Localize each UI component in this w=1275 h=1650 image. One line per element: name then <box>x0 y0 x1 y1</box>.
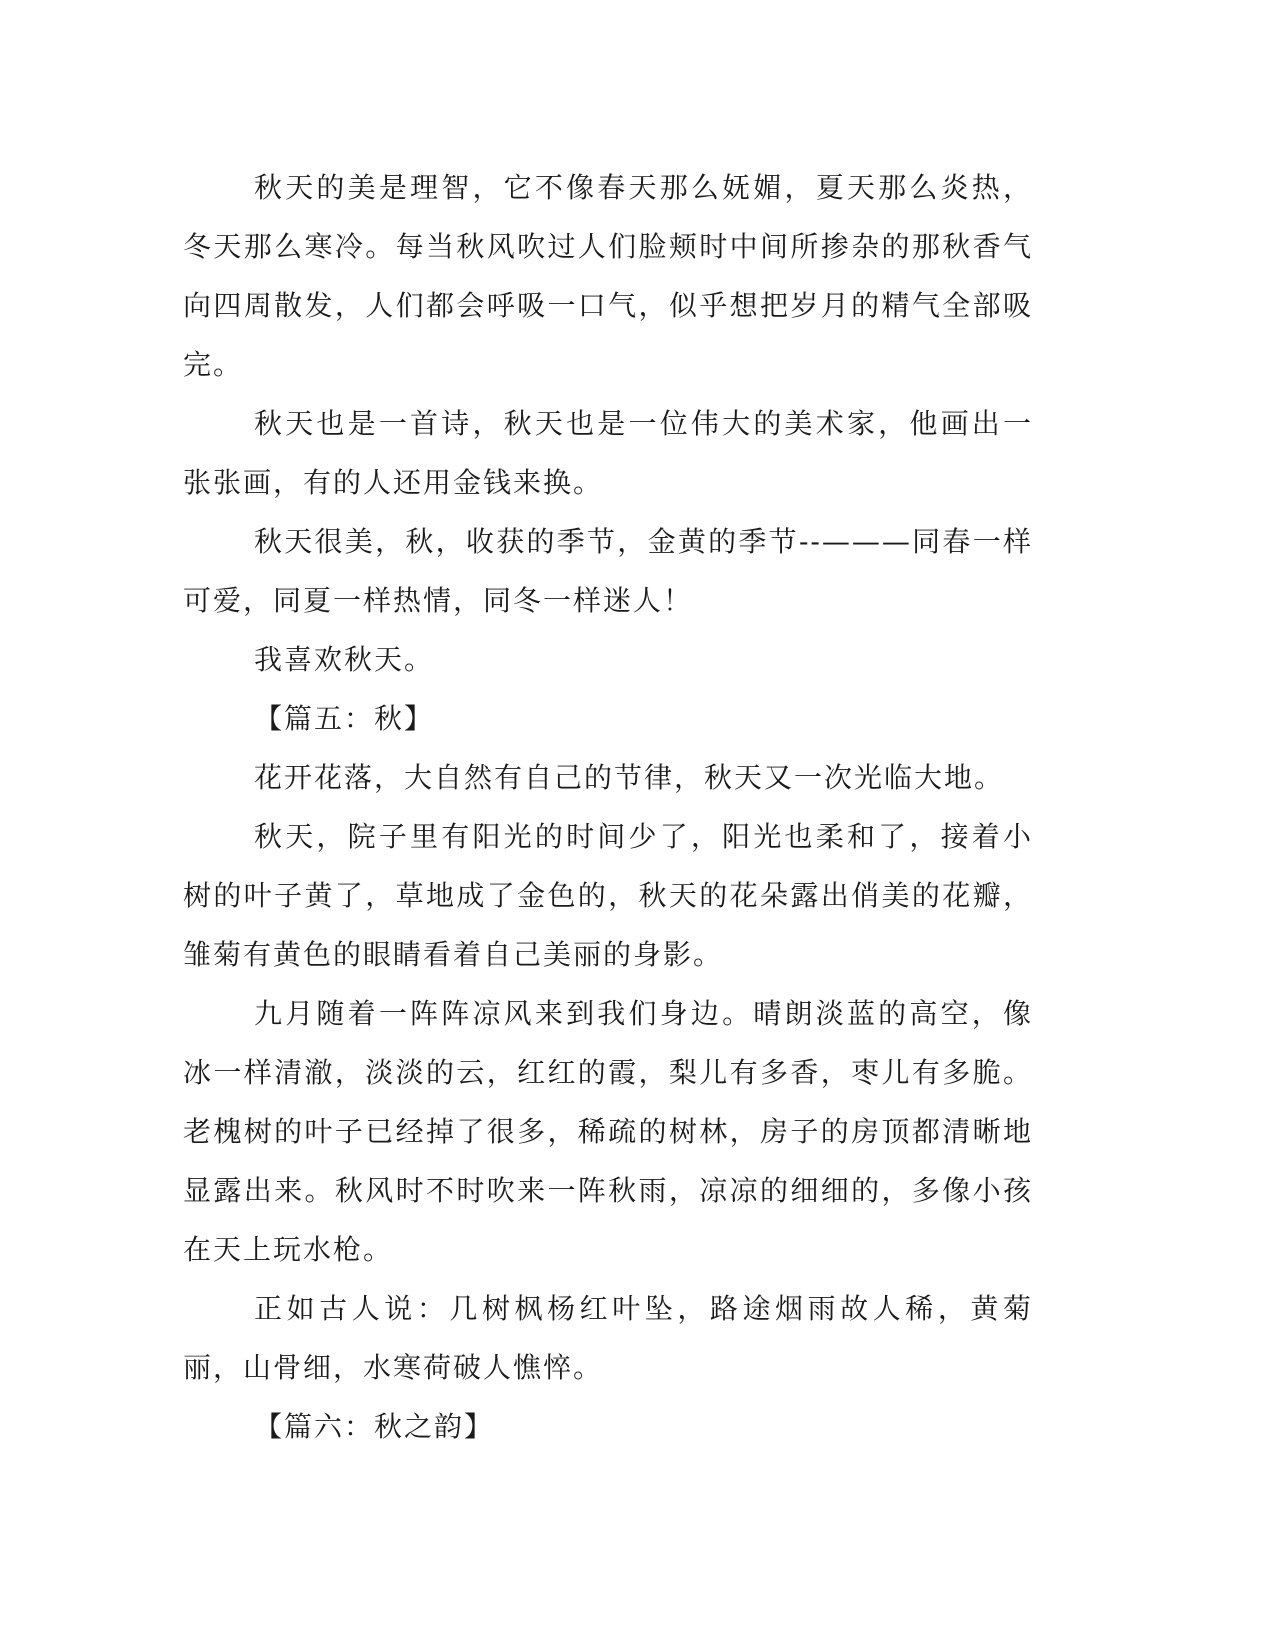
paragraph: 我喜欢秋天。 <box>254 643 435 676</box>
paragraph: 秋天，院子里有阳光的时间少了，阳光也柔和了，接着小树的叶子黄了，草地成了金色的，秋天的花朵露出俏美的花瓣，雏菊有黄色的眼睛看着自己美丽的身影。 <box>183 820 1033 971</box>
paragraph: 花开花落，大自然有自己的节律，秋天又一次光临大地。 <box>254 761 1005 794</box>
paragraph: 秋天的美是理智，它不像春天那么妩媚，夏天那么炎热，冬天那么寒冷。每当秋风吹过人们脸颊时中间所掺杂的那秋香气向四周散发，人们都会呼吸一口气，似乎想把岁月的精气全部吸完。 <box>183 171 1033 381</box>
document-body <box>183 158 1033 1456</box>
section-heading: 【篇六：秋之韵】 <box>254 1410 495 1443</box>
paragraph: 秋天也是一首诗，秋天也是一位伟大的美术家，他画出一张张画，有的人还用金钱来换。 <box>183 407 1033 499</box>
paragraph: 秋天很美，秋，收获的季节，金黄的季节--———同春一样可爱，同夏一样热情，同冬一样迷人！ <box>183 525 1033 617</box>
section-heading: 【篇五：秋】 <box>254 702 435 735</box>
paragraph: 正如古人说：几树枫杨红叶坠，路途烟雨故人稀，黄菊丽，山骨细，水寒荷破人憔悴。 <box>183 1292 1033 1384</box>
paragraph: 九月随着一阵阵凉风来到我们身边。晴朗淡蓝的高空，像冰一样清澈，淡淡的云，红红的霞，梨儿有多香，枣儿有多脆。老槐树的叶子已经掉了很多，稀疏的树林，房子的房顶都清晰地显露出来。秋风时不时吹来一阵秋雨，凉凉的细细的，多像小孩在天上玩水枪。 <box>183 997 1033 1266</box>
